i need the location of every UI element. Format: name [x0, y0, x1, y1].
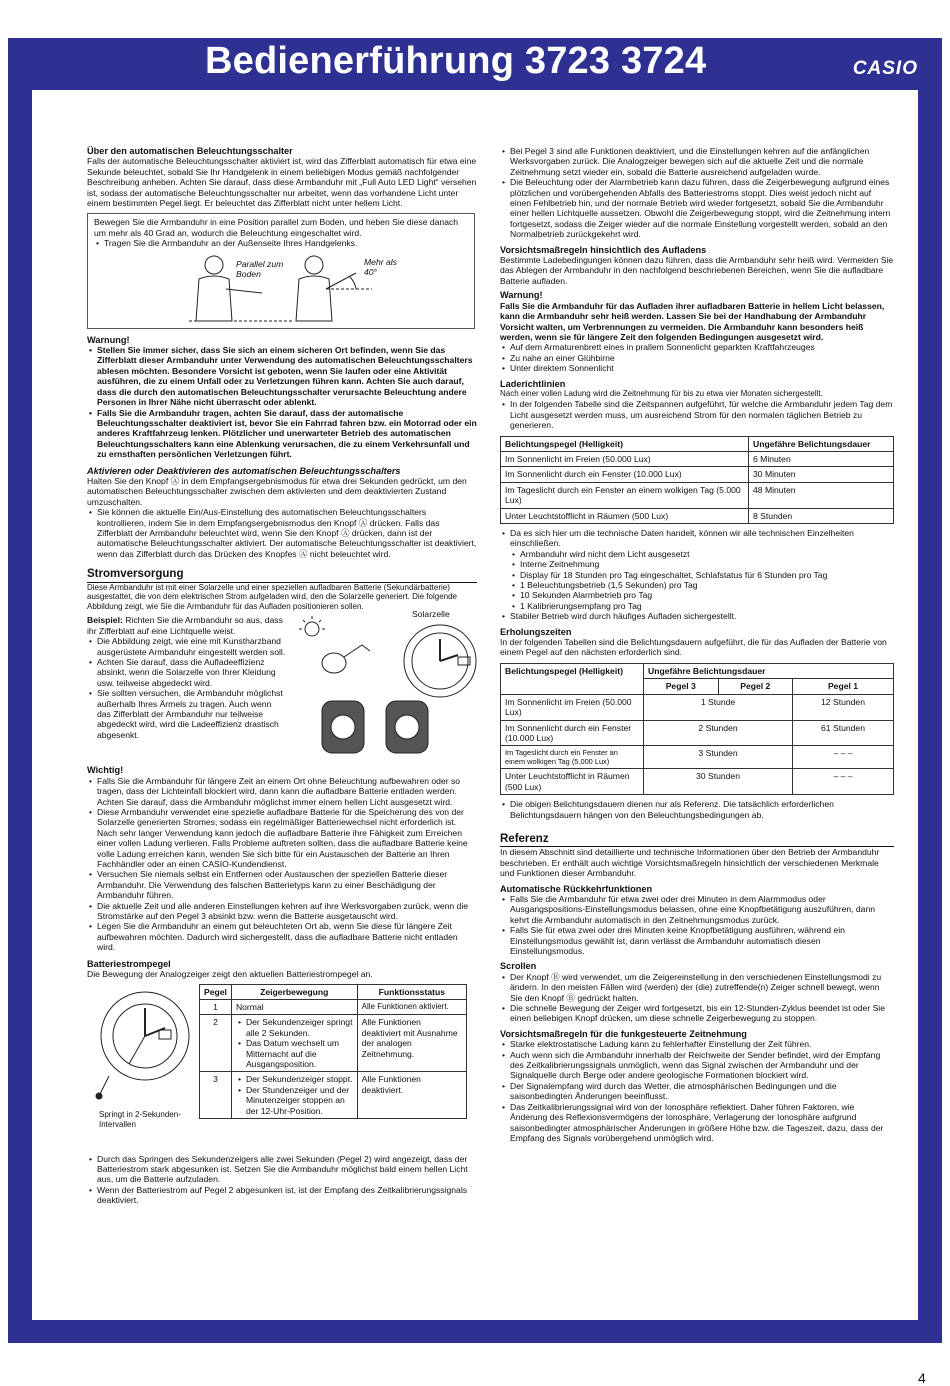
power-heading: Stromversorgung [87, 569, 477, 582]
radio-item: • Der Signalempfang wird durch das Wetter, die atmosphärischen Bedingungen und die saisonbedingten Änderungen beeinflusst. [510, 1081, 894, 1102]
level-header: Pegel 2 [718, 679, 793, 694]
battery-level-table [199, 984, 467, 1119]
example-bullet: • Sie sollten versuchen, die Armbanduhr möglichst außerhalb Ihres Ärmels zu tragen. Auch wenn das Zifferblatt der Armbanduhr nur teilweise abgedeckt wird, wird die Ladeeffizienz drastisch abgesenkt. [97, 688, 287, 740]
casio-logo: CASIO [852, 58, 918, 79]
power-body: Diese Armbanduhr ist mit einer Solarzelle und einer speziellen aufladbaren Batterie (Sekundärbatterie) ausgestattet, die von dem elektrischen Strom aufgeladen wird, den die Solarzelle generiert. Die folgende Abbildung zeigt, wie Sie die Armbanduhr für das Aufladen positionieren sollen. [87, 582, 457, 611]
charging-warning-heading: Warnung! [500, 290, 543, 301]
table-row [501, 482, 894, 508]
table-cell: Unter Leuchtstofflicht in Räumen (500 Lux) [501, 508, 749, 523]
list-item: • Das Datum wechselt um Mitternacht auf die Ausgangsposition. [246, 1038, 353, 1069]
auto-light-body: Falls der automatische Beleuchtungsschalter aktiviert ist, wird das Zifferblatt automatisch für etwa eine Sekunde beleuchtet, sobald Sie Ihr Handgelenk in einem beliebigen Modus gemäß nachfolgender Beschreibung anheben. Achten Sie darauf, dass diese Armbanduhr mit „Full Auto LED Light“ versehen ist, sodass der automatische Beleuchtungsschalter nur arbeitet, wenn das vorhandene Licht unter einem bestimmten Pegel liegt. Er beleuchtet das Zifferblatt nicht unter hellem Licht. [87, 156, 477, 209]
table-cell: – – – [793, 769, 894, 795]
table-cell: 1 Stunde [644, 694, 793, 720]
table-cell: 6 Minuten [749, 451, 894, 466]
table-row [501, 467, 894, 482]
radio-item: • Das Zeitkalibrierungssignal wird von der Ionosphäre reflektiert. Daher führen Faktoren, wie Änderung des Reflexionsvermögens der Ionosphäre, Verlagerung der Ionosphäre aufgrund saisonbedingter atmosphärischer Änderungen in größere Höhe bzw. die Tageszeit, dazu, dass der Empfang des Signals vorübergehend unmöglich wird. [510, 1102, 894, 1144]
guidelines-heading: Laderichtlinien [500, 378, 566, 389]
list-item: • Der Sekundenzeiger stoppt. [246, 1074, 353, 1084]
toggle-bullet: • Sie können die aktuelle Ein/Aus-Einstellung des automatischen Beleuchtungsschalters kontrollieren, indem Sie in dem Empfangsergebnismodus den Knopf Ⓐ drücken. Falls das Zifferblatt der Armbanduhr beleuchtet wird, wenn Sie den Knopf Ⓐ drücken, dann ist der automatische Beleuchtungsschalter aktiviert. Der automatische Beleuchtungsschalter ist deaktiviert, wenn das Zifferblatt durch das Drücken des Knopfes Ⓐ nicht beleuchtet wird. [97, 507, 477, 559]
solar-cell-label: Solarzelle [412, 609, 450, 620]
condition-item: • 1 Beleuchtungsbetrieb (1,5 Sekunden) pro Tag [520, 580, 894, 590]
charging-heading: Vorsichtsmaßregeln hinsichtlich des Aufladens [500, 244, 707, 255]
battery-watch-illustration-icon [89, 984, 197, 1114]
table-cell: Unter Leuchtstofflicht in Räumen (500 Lux) [501, 769, 644, 795]
toggle-body: Halten Sie den Knopf Ⓐ in dem Empfangsergebnismodus für etwa drei Sekunden gedrückt, um den automatischen Beleuchtungsschalter zwischen dem aktivierten und dem deaktivierten Zustand umzuschalten. [87, 475, 467, 507]
important-heading: Wichtig! [87, 765, 124, 776]
battery-note: • Wenn der Batteriestrom auf Pegel 2 abgesunken ist, ist der Empfang des Zeitkalibrierungssignals deaktiviert. [97, 1185, 477, 1206]
table-cell: Im Tageslicht durch ein Fenster an einem wolkigen Tag (5.000 Lux) [501, 482, 749, 508]
list-item: • Der Stundenzeiger und der Minutenzeiger stoppen an der 12-Uhr-Position. [246, 1085, 353, 1116]
jump-caption: Springt in 2-Sekunden-Intervallen [99, 1109, 181, 1129]
table-row [501, 451, 894, 466]
table-header: Belichtungspegel (Helligkeit) [501, 663, 644, 694]
hot-location-item: • Auf dem Armaturenbrett eines in prallem Sonnenlicht geparkten Kraftfahrzeuges [510, 342, 894, 352]
important-item: • Falls Sie die Armbanduhr für längere Zeit an einem Ort ohne Beleuchtung aufbewahren oder so tragen, dass der Lichteinfall blockiert wird, dann kann die aufladbare Batterie entladen werden. Achten Sie darauf, dass die Armbanduhr möglichst immer einem hellen Licht ausgesetzt wird. [97, 776, 477, 807]
table-cell: Im Sonnenlicht durch ein Fenster (10.000 Lux) [501, 467, 749, 482]
table-cell: Alle Funktionen aktiviert. [357, 999, 466, 1014]
exposure-table [500, 436, 894, 524]
toggle-heading: Aktivieren oder Deaktivieren des automatischen Beleuchtungsschalters [87, 465, 401, 476]
table-cell: 48 Minuten [749, 482, 894, 508]
table-row [200, 1015, 467, 1072]
auto-return-heading: Automatische Rückkehrfunktionen [500, 883, 653, 894]
wrist-figure [94, 249, 468, 325]
recovery-heading: Erholungszeiten [500, 626, 572, 637]
table-cell [231, 1072, 357, 1119]
auto-return-item: • Falls Sie die Armbanduhr für etwa zwei oder drei Minuten in dem Alarmmodus oder Ausgangspositions-Einstellungsmodus belassen, ohne eine Knopfbetätigung auszuführen, dann kehrt die Armbanduhr automatisch in den Zeitnehmungsmodus zurück. [510, 894, 894, 925]
condition-item: • 10 Sekunden Alarmbetrieb pro Tag [520, 590, 894, 600]
table-cell [231, 1015, 357, 1072]
warning-item: • Stellen Sie immer sicher, dass Sie sich an einem sicheren Ort befinden, wenn Sie das Zifferblatt dieser Armbanduhr unter Verwendung des automatischen Beleuchtungsschalters ablesen möchten. Besondere Vorsicht ist geboten, wenn Sie laufen oder eine Aktivität ausführen, die zu einem Unfall oder zu Verletzungen führen kann. Achten Sie auch darauf, dass die durch den automatischen Beleuchtungsschalter verursachte Beleuchtung andere Personen in Ihrer Nähe nicht überrascht oder ablenkt. [97, 345, 477, 407]
warning-heading: Warnung! [87, 334, 130, 345]
condition-item: • Display für 18 Stunden pro Tag eingeschaltet, Schlafstatus für 6 Stunden pro Tag [520, 570, 894, 580]
important-item: • Die aktuelle Zeit und alle anderen Einstellungen kehren auf ihre Werksvorgaben zurück, wenn die Stromstärke auf den Pegel 3 absinkt bzw. wenn die Batterie ausgetauscht wird. [97, 901, 477, 922]
more-40-label: Mehr als 40° [364, 256, 397, 278]
table-header: Zeigerbewegung [231, 984, 357, 999]
radio-item: • Starke elektrostatische Ladung kann zu fehlerhafter Einstellung der Zeit führen. [510, 1039, 894, 1049]
guidelines-bullet: • In der folgenden Tabelle sind die Zeitspannen aufgeführt, für welche die Armbanduhr jedem Tag dem Licht ausgesetzt werden muss, um ausreichend Strom für den normalen täglichen Betrieb zu generieren. [510, 399, 894, 430]
solar-section [87, 609, 477, 765]
table-row [501, 508, 894, 523]
table-cell: 30 Minuten [749, 467, 894, 482]
stable-bullet: • Stabiler Betrieb wird durch häufiges Aufladen sichergestellt. [510, 611, 894, 621]
example-text: Richten Sie die Armbanduhr so aus, dass ihr Zifferblatt auf eine Lichtquelle weist. [87, 615, 283, 636]
important-item: • Legen Sie die Armbanduhr an einem gut beleuchteten Ort ab, wenn Sie diese für längere Zeit aufbewahren möchten. Dadurch wird sichergestellt, dass die aufladbare Batterie nicht entladen wird. [97, 921, 477, 952]
table-cell: Im Sonnenlicht im Freien (50.000 Lux) [501, 694, 644, 720]
guidelines-intro: Nach einer vollen Ladung wird die Zeitnehmung für bis zu etwa vier Monaten sichergestellt. [500, 388, 823, 398]
important-item: • Versuchen Sie niemals selbst ein Entfernen oder Austauschen der speziellen Batterie dieser Armbanduhr. Die Verwendung des falschen Batterietyps kann zu einer Beschädigung der Armbanduhr führen. [97, 869, 477, 900]
scroll-heading: Scrollen [500, 961, 537, 972]
battery-section [87, 984, 477, 1154]
parallel-label: Parallel zum Boden [236, 258, 284, 280]
table-cell: 3 [200, 1072, 232, 1119]
table-header: Funktionsstatus [357, 984, 466, 999]
table-cell: 12 Stunden [793, 694, 894, 720]
battery-heading: Batteriestrompegel [87, 958, 171, 969]
recovery-note: • Die obigen Belichtungsdauern dienen nur als Referenz. Die tatsächlich erforderlichen Belichtungsdauern hängen von den Beleuchtungsbedingungen ab. [510, 799, 894, 820]
table-row [501, 769, 894, 795]
auto-light-box-bullet: • Tragen Sie die Armbanduhr an der Außenseite Ihres Handgelenks. [104, 238, 468, 248]
table-cell: 1 [200, 999, 232, 1014]
table-row [501, 694, 894, 720]
table-row [200, 999, 467, 1014]
table-row [501, 720, 894, 746]
battery-intro: Die Bewegung der Analogzeiger zeigt den aktuellen Batteriestrompegel an. [87, 969, 373, 980]
table-cell: Alle Funktionen deaktiviert mit Ausnahme der analogen Zeitnehmung. [357, 1015, 466, 1072]
recovery-intro: In der folgenden Tabellen sind die Belichtungsdauern aufgeführt, die für das Aufladen der Batterie von einem Pegel auf den nächsten erforderlich sind. [500, 637, 887, 658]
list-item: • Der Sekundenzeiger springt alle 2 Sekunden. [246, 1017, 353, 1038]
level-header: Pegel 1 [793, 679, 894, 694]
hot-location-item: • Zu nahe an einer Glühbirne [510, 353, 894, 363]
radio-heading: Vorsichtsmaßregeln für die funkgesteuerte Zeitnehmung [500, 1028, 747, 1039]
table-cell: – – – [793, 746, 894, 769]
table-cell: Normal [231, 999, 357, 1014]
solar-watch-illustration-icon [292, 615, 477, 765]
table-header: Ungefähre Belichtungsdauer [749, 436, 894, 451]
auto-light-box [87, 213, 475, 328]
table-cell: 2 Stunden [644, 720, 793, 746]
table-cell: 61 Stunden [793, 720, 894, 746]
example-bullet: • Achten Sie darauf, dass die Aufladeeffizienz absinkt, wenn die Solarzelle von Ihrer Kleidung usw. teilweise abgedeckt wird. [97, 657, 287, 688]
table-cell: 2 [200, 1015, 232, 1072]
table-row [200, 1072, 467, 1119]
table-cell: 30 Stunden [644, 769, 793, 795]
table-cell: 3 Stunden [644, 746, 793, 769]
auto-return-item: • Falls Sie für etwa zwei oder drei Minuten keine Knopfbetätigung ausführen, während ein Einstellungsmodus gewählt ist, dann verlässt die Armbanduhr automatisch diesen Einstellungsmodus. [510, 925, 894, 956]
table-cell: Alle Funktionen deaktiviert. [357, 1072, 466, 1119]
radio-item: • Auch wenn sich die Armbanduhr innerhalb der Reichweite der Sender befindet, wird der Empfang des Zeitkalibrierungssignals unmöglich, wenn das Signal zwischen der Armbanduhr und der Signalquelle durch Berge oder andere geologische Formationen blockiert wird. [510, 1050, 894, 1081]
charging-body: Bestimmte Ladebedingungen können dazu führen, dass die Armbanduhr sehr heiß wird. Vermeiden Sie das Ablegen der Armbanduhr in den nachfolgend beschriebenen Bereichen, wenn Sie die aufladbare Batterie aufladen. [500, 255, 894, 286]
example-bullet: • Die Abbildung zeigt, wie eine mit Kunstharzband ausgerüstete Armbanduhr eingestellt werden soll. [97, 636, 287, 657]
reference-body: In diesem Abschnitt sind detaillierte und technische Informationen über den Betrieb der Armbanduhr beschrieben. Er enthält auch wichtige Vorsichtsmaßregeln hinsichtlich der verschiedenen Merkmale und Funktionen dieser Armbanduhr. [500, 847, 880, 879]
condition-item: • Interne Zeitnehmung [520, 559, 894, 569]
left-column [87, 146, 477, 1206]
charging-warning-text: Falls Sie die Armbanduhr für das Aufladen ihrer aufladbaren Batterie in hellem Licht belassen, kann die Armbanduhr sehr heiß werden. Lassen Sie bei der Handhabung der Armbanduhr Vorsicht walten, um Verbrennungen zu vermeiden. Die Armbanduhr kann besonders heiß werden, wenn sie für längere Zeit den folgenden Bedingungen ausgesetzt wird. [500, 300, 885, 342]
warning-item: • Falls Sie die Armbanduhr tragen, achten Sie darauf, dass der automatische Beleuchtungsschalter deaktiviert ist, bevor Sie ein Fahrrad fahren bzw. ein Motorrad oder ein anderes Kraftfahrzeug lenken. Plötzlicher und unerwarteter Betrieb des automatischen Beleuchtungsschalters kann eine Ablenkung verursachen, die zu einem Verkehrsunfall und zu ernsthaften persönlichen Verletzungen führt. [97, 408, 477, 460]
table-header: Pegel [200, 984, 232, 999]
table-row [501, 746, 894, 769]
scroll-item: • Die schnelle Bewegung der Zeiger wird fortgesetzt, bis ein 12-Stunden-Zyklus beendet ist oder Sie einen beliebigen Knopf drücken, um diese schnelle Zeigerbewegung zu stoppen. [510, 1003, 894, 1024]
table-cell: 8 Stunden [749, 508, 894, 523]
auto-light-box-text: Bewegen Sie die Armbanduhr in eine Position parallel zum Boden, und heben Sie diese danach um mehr als 40 Grad an, wodurch die Beleuchtung eingeschaltet wird. [94, 217, 459, 238]
reference-heading: Referenz [500, 834, 894, 847]
manual-page [32, 90, 926, 1386]
table-cell: Im Tageslicht durch ein Fenster an einem wolkigen Tag (5.000 Lux) [501, 746, 644, 769]
example-label: Beispiel: [87, 615, 123, 626]
table-header: Belichtungspegel (Helligkeit) [501, 436, 749, 451]
important-item: • Diese Armbanduhr verwendet eine spezielle aufladbare Batterie für die Speicherung des von der Solarzelle generierten Stromes, sodass ein regelmäßiger Batteriewechsel nicht erforderlich ist. Nach sehr langer Verwendung kann jedoch die aufladbare Batterie ihre Fähigkeit zum Erreichen einer vollen Ladung verlieren. Falls Probleme auftreten sollten, dass die aufladbare Batterie keine volle Ladung erreichen kann, wenden Sie sich bitte für ein Austauschen der Batterie an Ihren Fachhändler oder an einen CASIO-Kundendienst. [97, 807, 477, 869]
table-header: Ungefähre Belichtungsdauer [644, 663, 894, 678]
hot-location-item: • Unter direktem Sonnenlicht [510, 363, 894, 373]
right-column [500, 146, 894, 1143]
light-stop-bullet: • Die Beleuchtung oder der Alarmbetrieb kann dazu führen, dass die Zeigerbewegung aufgrund eines plötzlichen und vorübergehenden Abfalls des Batteriestroms stoppt. Dies weist jedoch nicht auf einen Fehlbetrieb hin, und der normale Betrieb wird wieder fortgesetzt, sobald Sie die Armbanduhr einer hellen Lichtquelle aussetzen. Obwohl die Zeigerbewegung stoppt, wird die Zeitnehmung intern fortgesetzt, sodass die Zeiger wieder auf die normale Einstellung vorgestellt werden, sobald an den Normalbetrieb zurückgekehrt wird. [510, 177, 894, 239]
table-cell: Im Sonnenlicht durch ein Fenster (10.000 Lux) [501, 720, 644, 746]
level-header: Pegel 3 [644, 679, 719, 694]
condition-item: • 1 Kalibrierungsempfang pro Tag [520, 601, 894, 611]
condition-item: • Armbanduhr wird nicht dem Licht ausgesetzt [520, 549, 894, 559]
page-title: Bedienerführung 3723 3724 [205, 40, 707, 82]
scroll-item: • Der Knopf Ⓑ wird verwendet, um die Zeigereinstellung in den verschiedenen Einstellungsmodi zu ändern. In den meisten Fällen wird (werden) der (die) zutreffende(n) Zeiger schnell bewegt, wenn Sie den Knopf Ⓑ gedrückt halten. [510, 972, 894, 1003]
auto-light-heading: Über den automatischen Beleuchtungsschalter [87, 146, 293, 156]
battery-note: • Durch das Springen des Sekundenzeigers alle zwei Sekunden (Pegel 2) wird angezeigt, dass der Batteriestrom stark abgesunken ist. Setzen Sie die Armbanduhr möglichst bald einem hellen Licht aus, um die Batterie aufzuladen. [97, 1154, 477, 1185]
recovery-table [500, 663, 894, 795]
table-cell: Im Sonnenlicht im Freien (50.000 Lux) [501, 451, 749, 466]
technical-bullet: • Da es sich hier um die technische Daten handelt, können wir alle technischen Einzelheiten einschließen. [510, 528, 894, 549]
page-number: 4 [918, 1370, 926, 1386]
level3-bullet: • Bei Pegel 3 sind alle Funktionen deaktiviert, und die Einstellungen kehren auf die anfänglichen Werksvorgaben zurück. Die Analogzeiger bewegen sich auf die aktuelle Zeit und die normale Zeitnehmung setzt wieder ein, sobald die Batterie ausreichend aufgeladen wurde. [510, 146, 894, 177]
